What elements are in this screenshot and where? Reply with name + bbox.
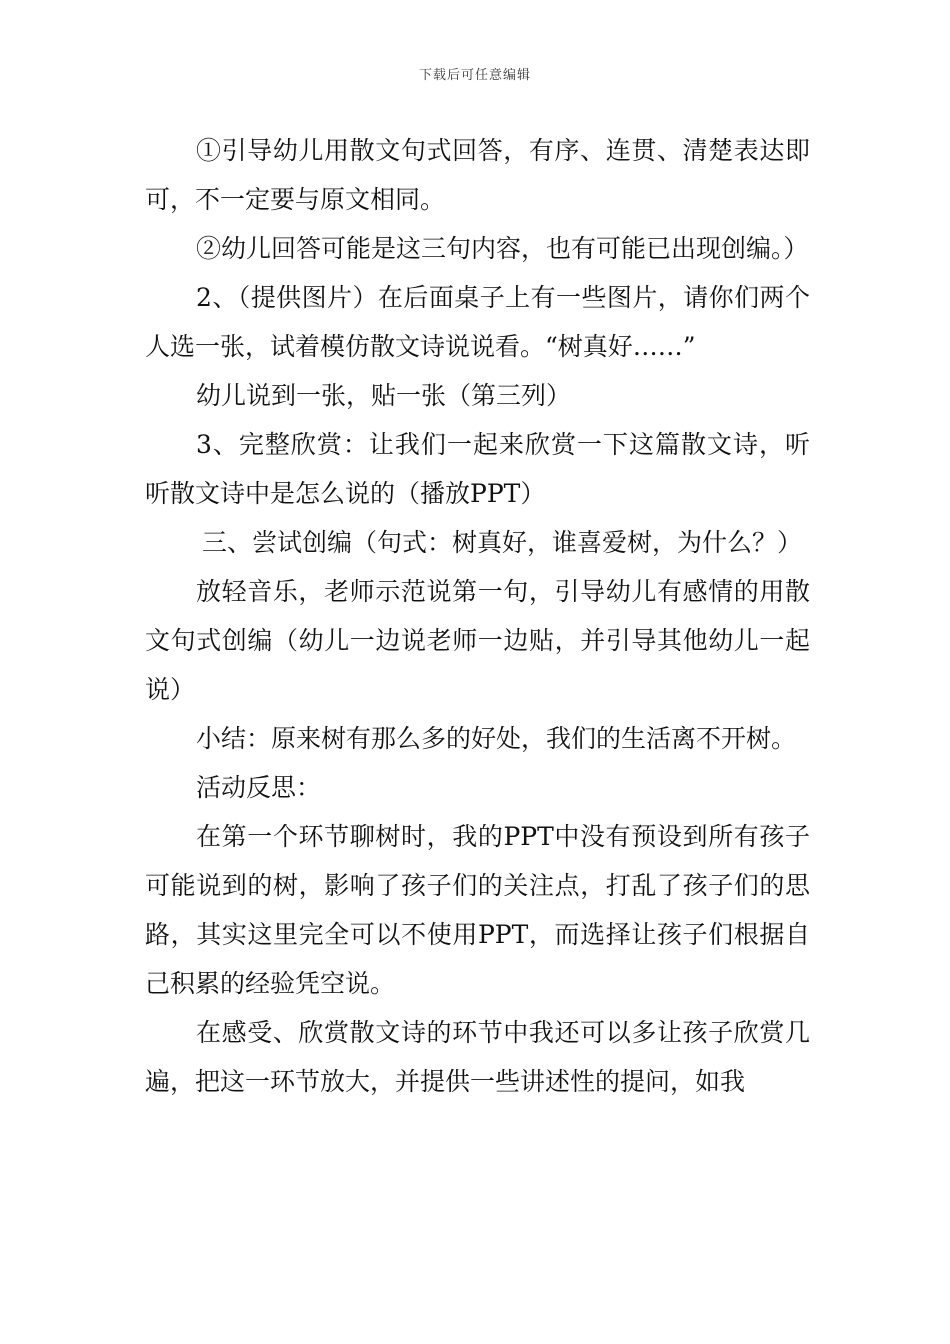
heading-reflection: 活动反思： bbox=[196, 773, 322, 802]
paragraph-reflection-2: 在感受、欣赏散文诗的环节中我还可以多让孩子欣赏几遍，把这一环节放大，并提供一些讲述性的提问，如我 bbox=[145, 1018, 810, 1096]
paragraph-full-appreciation: 3、完整欣赏：让我们一起来欣赏一下这篇散文诗，听听散文诗中是怎么说的（播放PPT） bbox=[145, 430, 810, 508]
section-heading-creation: 三、尝试创编（句式：树真好，谁喜爱树，为什么？） bbox=[202, 528, 803, 557]
paragraph-summary: 小结：原来树有那么多的好处，我们的生活离不开树。 bbox=[196, 724, 797, 753]
paragraph-picture-imitation: 2、（提供图片）在后面桌子上有一些图片，请你们两个人选一张，试着模仿散文诗说说看。“树真好……” bbox=[145, 283, 810, 361]
paragraph-stick-pictures: 幼儿说到一张，贴一张（第三列） bbox=[196, 381, 572, 410]
paragraph-teacher-demo: 放轻音乐，老师示范说第一句，引导幼儿有感情的用散文句式创编（幼儿一边说老师一边贴，并引导其他幼儿一起说） bbox=[145, 577, 810, 704]
document-body bbox=[145, 126, 810, 1106]
page-header: 下载后可任意编辑 bbox=[418, 68, 531, 83]
paragraph-reflection-1: 在第一个环节聊树时，我的PPT中没有预设到所有孩子可能说到的树，影响了孩子们的关注点，打乱了孩子们的思路，其实这里完全可以不使用PPT，而选择让孩子们根据自己积累的经验凭空说。 bbox=[145, 822, 810, 998]
paragraph-answer-guidance: ①引导幼儿用散文句式回答，有序、连贯、清楚表达即可，不一定要与原文相同。 bbox=[145, 136, 810, 214]
paragraph-possible-answers: ②幼儿回答可能是这三句内容，也有可能已出现创编。） bbox=[196, 234, 809, 263]
